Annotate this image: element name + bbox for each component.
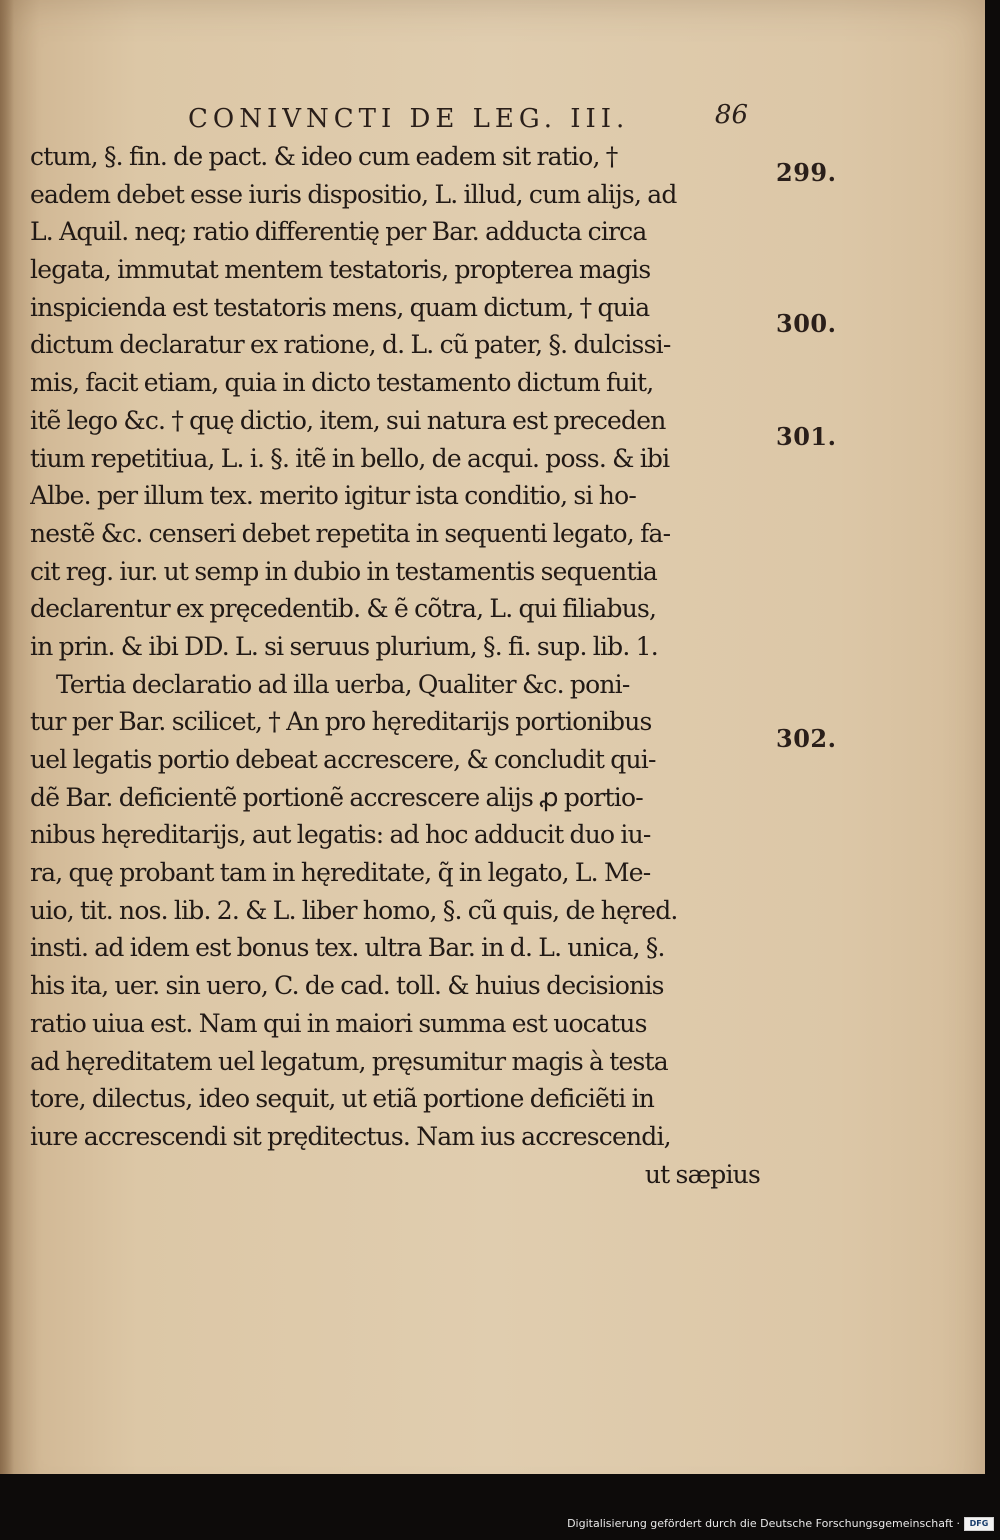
margin-note: 300. (776, 308, 837, 338)
text-line: ctum, §. fin. de pact. & ideo cum eadem sit ratio, † (30, 142, 618, 171)
text-line: uel legatis portio debeat accrescere, & concludit qui- (30, 745, 656, 774)
text-line: tium repetitiua, L. i. §. itẽ in bello, de acqui. poss. & ibi (30, 443, 670, 473)
text-line: insti. ad idem est bonus tex. ultra Bar. in d. L. unica, §. (30, 933, 665, 963)
text-line: inspicienda est testatoris mens, quam dictum, † quia (30, 292, 650, 322)
text-line: ratio uiua est. Nam qui in maiori summa est uocatus (30, 1008, 647, 1038)
text-line: ra, quę probant tam in hęreditate, q̃ in legato, L. Me- (30, 858, 651, 888)
text-line: iure accrescendi sit pręditectus. Nam ius accrescendi, (30, 1121, 671, 1151)
text-line: in prin. & ibi DD. L. si seruus plurium, §. fi. sup. lib. 1. (30, 631, 658, 661)
footer-band (0, 1474, 985, 1508)
text-line: ut sæpius (644, 1159, 760, 1189)
text-line: tur per Bar. scilicet, † An pro hęreditarijs portionibus (30, 707, 652, 737)
body-text (30, 138, 760, 1193)
margin-note: 301. (776, 421, 837, 451)
text-line: ad hęreditatem uel legatum, pręsumitur magis à testa (30, 1046, 668, 1076)
digitization-credit: Digitalisierung gefördert durch die Deutsche Forschungsgemeinschaft · (567, 1517, 960, 1530)
text-line: nestẽ &c. censeri debet repetita in sequenti legato, fa- (30, 518, 671, 548)
text-line: Tertia declaratio ad illa uerba, Qualiter &c. poni- (56, 669, 630, 699)
text-line: cit reg. iur. ut semp in dubio in testamentis sequentia (30, 556, 658, 586)
page-header (188, 100, 748, 140)
text-line: Albe. per illum tex. merito igitur ista conditio, si ho- (30, 481, 636, 511)
text-line: uio, tit. nos. lib. 2. & L. liber homo, §. cũ quis, de hęred. (30, 895, 678, 925)
text-line: his ita, uer. sin uero, C. de cad. toll. & huius decisionis (30, 971, 664, 1001)
margin-note: 302. (776, 723, 837, 753)
margin-note: 299. (776, 158, 837, 187)
text-line: itẽ lego &c. † quę dictio, item, sui natura est preceden (30, 405, 666, 435)
text-line: tore, dilectus, ideo sequit, ut etiã portione deficiẽti in (30, 1084, 655, 1114)
text-line: declarentur ex pręcedentib. & ẽ cõtra, L. qui filiabus, (30, 594, 657, 624)
text-line: mis, facit etiam, quia in dicto testamento dictum fuit, (30, 368, 654, 398)
text-line: legata, immutat mentem testatoris, propterea magis (30, 255, 651, 285)
text-line: L. Aquil. neq; ratio differentię per Bar. adducta circa (30, 217, 647, 247)
text-line: eadem debet esse iuris dispositio, L. illud, cum alijs, ad (30, 179, 677, 209)
running-head: CONIVNCTI DE LEG. III. (188, 104, 630, 134)
folio-number: 86 (714, 100, 748, 130)
dfg-logo: DFG (964, 1517, 994, 1531)
text-line: nibus hęreditarijs, aut legatis: ad hoc adducit duo iu- (30, 820, 651, 850)
page-gutter-shadow (0, 0, 14, 1508)
text-line: dẽ Bar. deficientẽ portionẽ accrescere alijs ꝓ portio- (30, 782, 643, 812)
text-line: dictum declaratur ex ratione, d. L. cũ pater, §. dulcissi- (30, 330, 671, 360)
